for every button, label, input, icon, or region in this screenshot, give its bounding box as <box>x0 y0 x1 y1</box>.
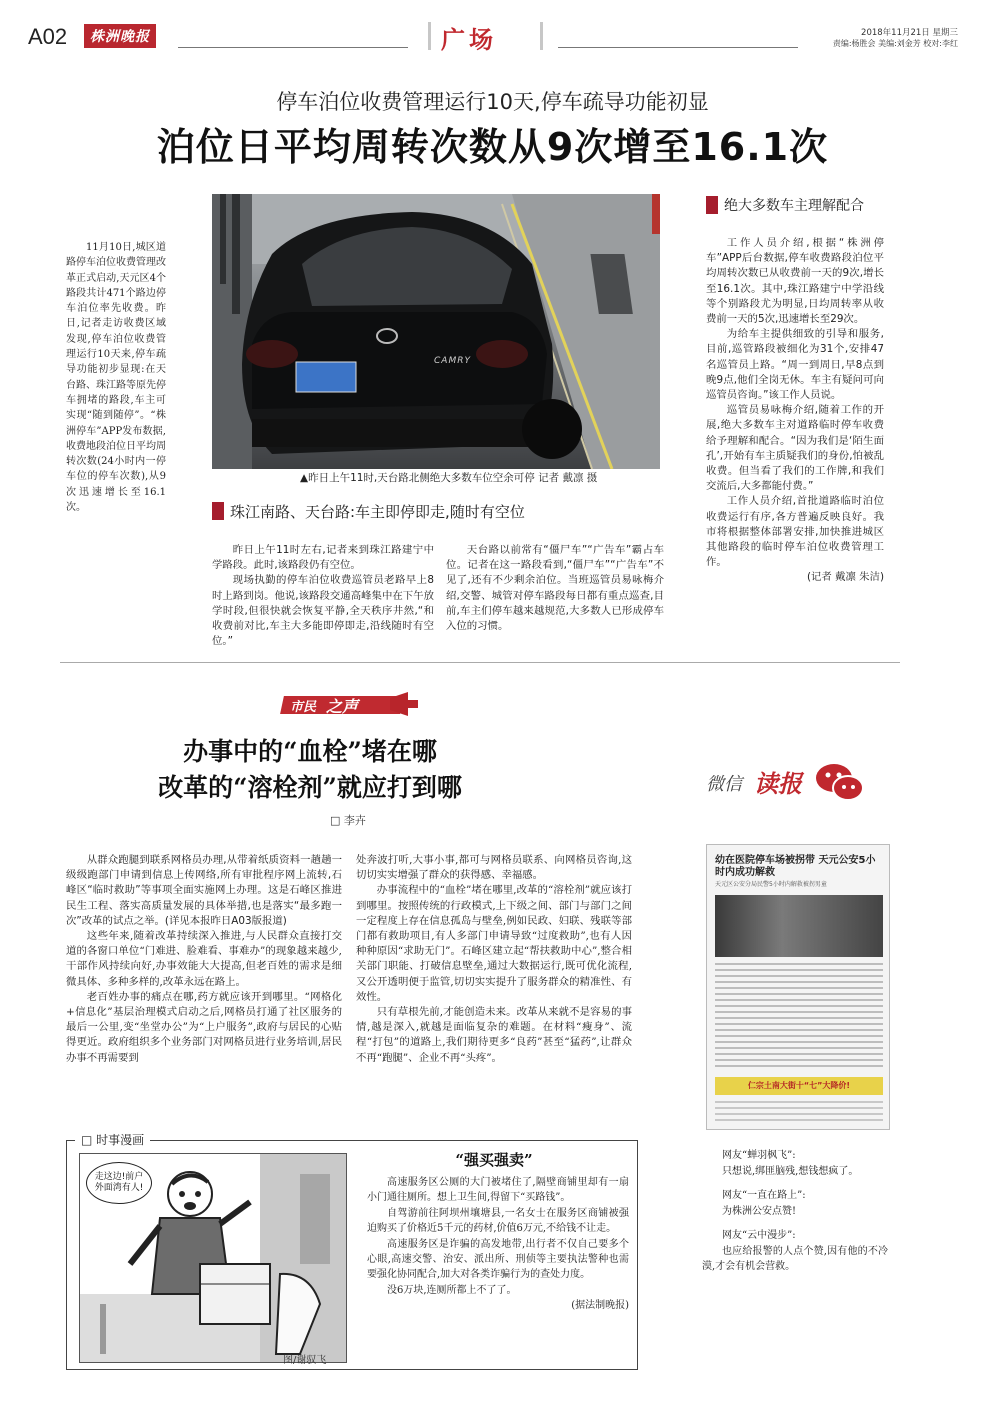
cartoon-p2: 自驾游前往阿坝州壤塘县,一名女士在服务区商铺被强迫购买了价格近5千元的药材,价值6万元,不给钱不让走。 <box>367 1207 629 1235</box>
lead-intro-text: 11月10日,城区道路停车泊位收费管理改革正式启动,天元区4个路段共计471个路边停车泊位率先收费。昨日,记者走访收费区域发现,停车泊位收费管理运行10天来,停车疏导功能初步显现:在天台路、珠江路等原先停车拥堵的路段,车主可实现“随到随停”。“株洲停车”APP发布数据,收费地段泊位日平均周转次数(24小时内一停车位的停车次数),从9次迅速增长至16.1次。 <box>66 242 166 514</box>
header-rule-left <box>178 47 408 48</box>
section-divider <box>60 662 900 663</box>
header-divider-left <box>428 22 431 50</box>
section1-p2: 现场执勤的停车泊位收费巡管员老路早上8时上路到岗。他说,该路段交通高峰集中在下午放学时段,但很快就会恢复平静,全天秩序井然,“和收费前对比,车主大多能即停即走,沿线随时有空位。” <box>212 574 434 648</box>
lead-kicker: 停车泊位收费管理运行10天,停车疏导功能初显 <box>276 90 709 114</box>
opinion-p2: 这些年来,随着改革持续深入推进,与人民群众直接打交道的各窗口单位“门难进、脸难看、事难办”的现象越来越少,干部作风持续向好,办事效能大大提高,但老百姓的需求是细微具体、多种多样的,改革永远在路上。 <box>66 930 342 988</box>
speech-text: 走这边!前户外面湾有人! <box>94 1172 144 1193</box>
photo-caption: ▲昨日上午11时,天台路北侧绝大多数车位空余可停 记者 戴凛 摄 <box>300 472 598 484</box>
opinion-p3: 老百姓办事的痛点在哪,药方就应该开到哪里。“网格化+信息化”基层治理模式启动之后,网格员打通了社区服务的最后一公里,变“坐堂办公”为“上户服务”,政府与居民的心贴得更近。政府组织多个业务部门对网格员进行业务培训,居民办事不再需要到 <box>66 990 342 1064</box>
comment1-text: 只想说,绑匪脑残,想钱想疯了。 <box>722 1165 859 1177</box>
cartoon-text <box>367 1175 629 1314</box>
opinion-p4: 处奔波打听,大事小事,都可与网格员联系、向网格员咨询,这切切实实增强了群众的获得感、幸福感。 <box>356 854 632 882</box>
cartoon-p3: 高速服务区是诈骗的高发地带,出行者不仅自己要多个心眼,高速交警、治安、派出所、刑侦等主要执法警种也需要强化协同配合,加大对各类诈骗行为的查处力度。 <box>367 1238 629 1281</box>
section1-p3: 天台路以前常有“僵尸车”“广告车”霸占车位。记者在这一路段看到,“僵尸车”“广告车”不见了,还有不少剩余泊位。当班巡管员易咏梅介绍,交警、城管对停车路段每日都有重点巡查,目前,车主们停车越来越规范,大多数人已形成停车入位的习惯。 <box>446 544 664 633</box>
wechat-label-a: 微信 <box>706 774 742 795</box>
cartoon-box <box>66 1133 638 1370</box>
cartoon-title: “强买强卖” <box>455 1151 533 1169</box>
section1-title: 珠江南路、天台路:车主即停即走,随时有空位 <box>230 502 525 521</box>
mini-subhead: 天元区公安分局民警5小时内解救被拐男童 <box>715 881 827 888</box>
section1-col1 <box>212 543 434 649</box>
wechat-comments <box>702 1148 888 1275</box>
opinion-p6: 只有草根先前,才能创造未来。改革从来就不是容易的事情,越是深入,就越是面临复杂的难题。在材料“瘦身”、流程“打包”的道路上,我们期待更多“良药”甚至“猛药”,让群众不再“跑腿”、企业不再“头疼”。 <box>356 1006 632 1064</box>
car-illustration <box>212 194 660 469</box>
header-divider-right <box>540 22 543 50</box>
lead-intro <box>66 240 166 515</box>
opinion-headline-1: 办事中的“血栓”堵在哪 <box>183 737 437 766</box>
cartoon-p4: 没6万块,连厕所都上不了了。 <box>387 1284 517 1296</box>
section2-marker <box>706 196 718 214</box>
section2-p4: 工作人员介绍,首批道路临时泊位收费运行有序,各方普遍反映良好。我市将根据整体部署安排,加快推进城区其他路段的临时停车泊位收费管理工作。 <box>706 495 884 569</box>
mini-bottom-lines <box>715 1101 883 1125</box>
wechat-thumbnail[interactable] <box>706 844 890 1130</box>
citizen-voice-label <box>282 690 432 720</box>
opinion-col2 <box>356 853 632 1066</box>
section2-p1: 工作人员介绍,根据“株洲停车”APP后台数据,停车收费路段泊位平均周转次数已从收费前一天的9次,增长至16.1次。其中,珠江路建宁中学沿线等个别路段尤为明显,日均周转率从收费前一天的5次,迅速增长至29次。 <box>706 237 884 326</box>
cartoon-p1: 高速服务区公厕的大门被堵住了,隔壁商铺里却有一扇小门通往厕所。想上卫生间,得留下“买路钱”。 <box>367 1177 629 1204</box>
header-editors: 责编:杨胜会 美编:刘金芳 校对:李红 <box>832 39 958 48</box>
wechat-icon <box>814 760 866 804</box>
section2-body <box>706 236 884 586</box>
comment2-text: 为株洲公安点赞! <box>722 1205 797 1217</box>
cartoon-credit: 图/谢驭飞 <box>283 1355 327 1366</box>
header-rule-right <box>558 47 798 48</box>
cartoon-section-label: □ 时事漫画 <box>75 1131 150 1148</box>
paper-logo: 株洲晚报 <box>84 24 156 48</box>
header-date: 2018年11月21日 星期三 <box>861 28 958 38</box>
wechat-label <box>706 760 866 804</box>
section2-p3: 巡管员易咏梅介绍,随着工作的开展,绝大多数车主对道路临时停车收费给予理解和配合。“因为我们是‘陌生面孔’,开始有车主质疑我们的身份,怕被乱收费。但当看了我们的工作牌,和我们交流后,大多都能付费。” <box>706 404 884 493</box>
opinion-p5: 办事流程中的“血栓”堵在哪里,改革的“溶栓剂”就应该打到哪里。按照传统的行政模式,上下级之间、部门与部门之间一定程度上存在信息孤岛与壁垒,例如民政、妇联、残联等部门都有救助项目,有人多部门申请导致“过度救助”,也有人因种种原因“求助无门”。石峰区建立起“帮扶救助中心”,整合相关部门职能、打破信息壁垒,通过大数据运行,既可优化流程,又公开透明便于监管,切切实实提升了服务群众的精准性、有效性。 <box>356 884 632 1003</box>
speech-bubble <box>86 1162 152 1204</box>
section1-heading <box>212 500 672 522</box>
mini-photo <box>715 895 883 957</box>
section1-marker <box>212 502 224 520</box>
car-brand-text: CAMRY <box>434 356 471 366</box>
citizen-voice-b: 之声 <box>326 697 359 716</box>
section1-p1: 昨日上午11时左右,记者来到珠江路建宁中学路段。此时,该路段仍有空位。 <box>212 544 434 572</box>
opinion-p1: 从群众跑腿到联系网格员办理,从带着纸质资料一趟趟一级级跑部门申请到信息上传网络,所有审批程序网上流转,石峰区“临时救助”等事项全面实施网上办理。这是石峰区推进民生工程、落实高质量发展的具体举措,也是落实“最多跑一次”改革的试点之举。(详见本报昨日A03版报道) <box>66 854 342 927</box>
wechat-label-b: 读报 <box>754 770 802 798</box>
section2-heading <box>706 194 926 216</box>
section2-title: 绝大多数车主理解配合 <box>724 198 864 214</box>
comment1-user: 网友“蝉羽枫飞”: <box>722 1150 796 1161</box>
opinion-headline-2: 改革的“溶栓剂”就应打到哪 <box>158 773 462 802</box>
mini-text-lines <box>715 963 883 1071</box>
comment2-user: 网友“一直在路上”: <box>722 1190 806 1201</box>
lead-byline: (记者 戴凛 朱洁) <box>806 571 884 584</box>
page-header <box>28 22 958 58</box>
comment3-user: 网友“云中漫步”: <box>722 1230 796 1241</box>
cartoon-illustration <box>79 1153 347 1363</box>
citizen-voice-a: 市民 <box>290 700 317 715</box>
lead-photo <box>212 194 660 469</box>
opinion-author: □ 李卉 <box>330 814 366 827</box>
mini-banner: 仁宗土南大街十“七”大降价! <box>715 1077 883 1095</box>
page-number: A02 <box>28 24 68 49</box>
mini-headline: 幼在医院停车场被拐带 天元公安5小时内成功解救 <box>715 855 876 878</box>
lead-headline: 泊位日平均周转次数从9次增至16.1次 <box>156 125 829 169</box>
section1-col2 <box>446 543 664 634</box>
cartoon-source: (据法制晚报) <box>571 1300 629 1312</box>
opinion-col1 <box>66 853 342 1066</box>
section2-p2: 为给车主提供细致的引导和服务,目前,巡管路段被细化为31个,安排47名巡管员上路。“周一到周日,早8点到晚9点,他们全岗无休。车主有疑问可向巡管员咨询。”该工作人员说。 <box>706 328 884 402</box>
megaphone-icon <box>386 690 422 720</box>
comment3-text: 也应给报警的人点个赞,因有他的不冷漠,才会有机会营救。 <box>702 1245 888 1272</box>
section-title: 广场 <box>441 26 497 54</box>
